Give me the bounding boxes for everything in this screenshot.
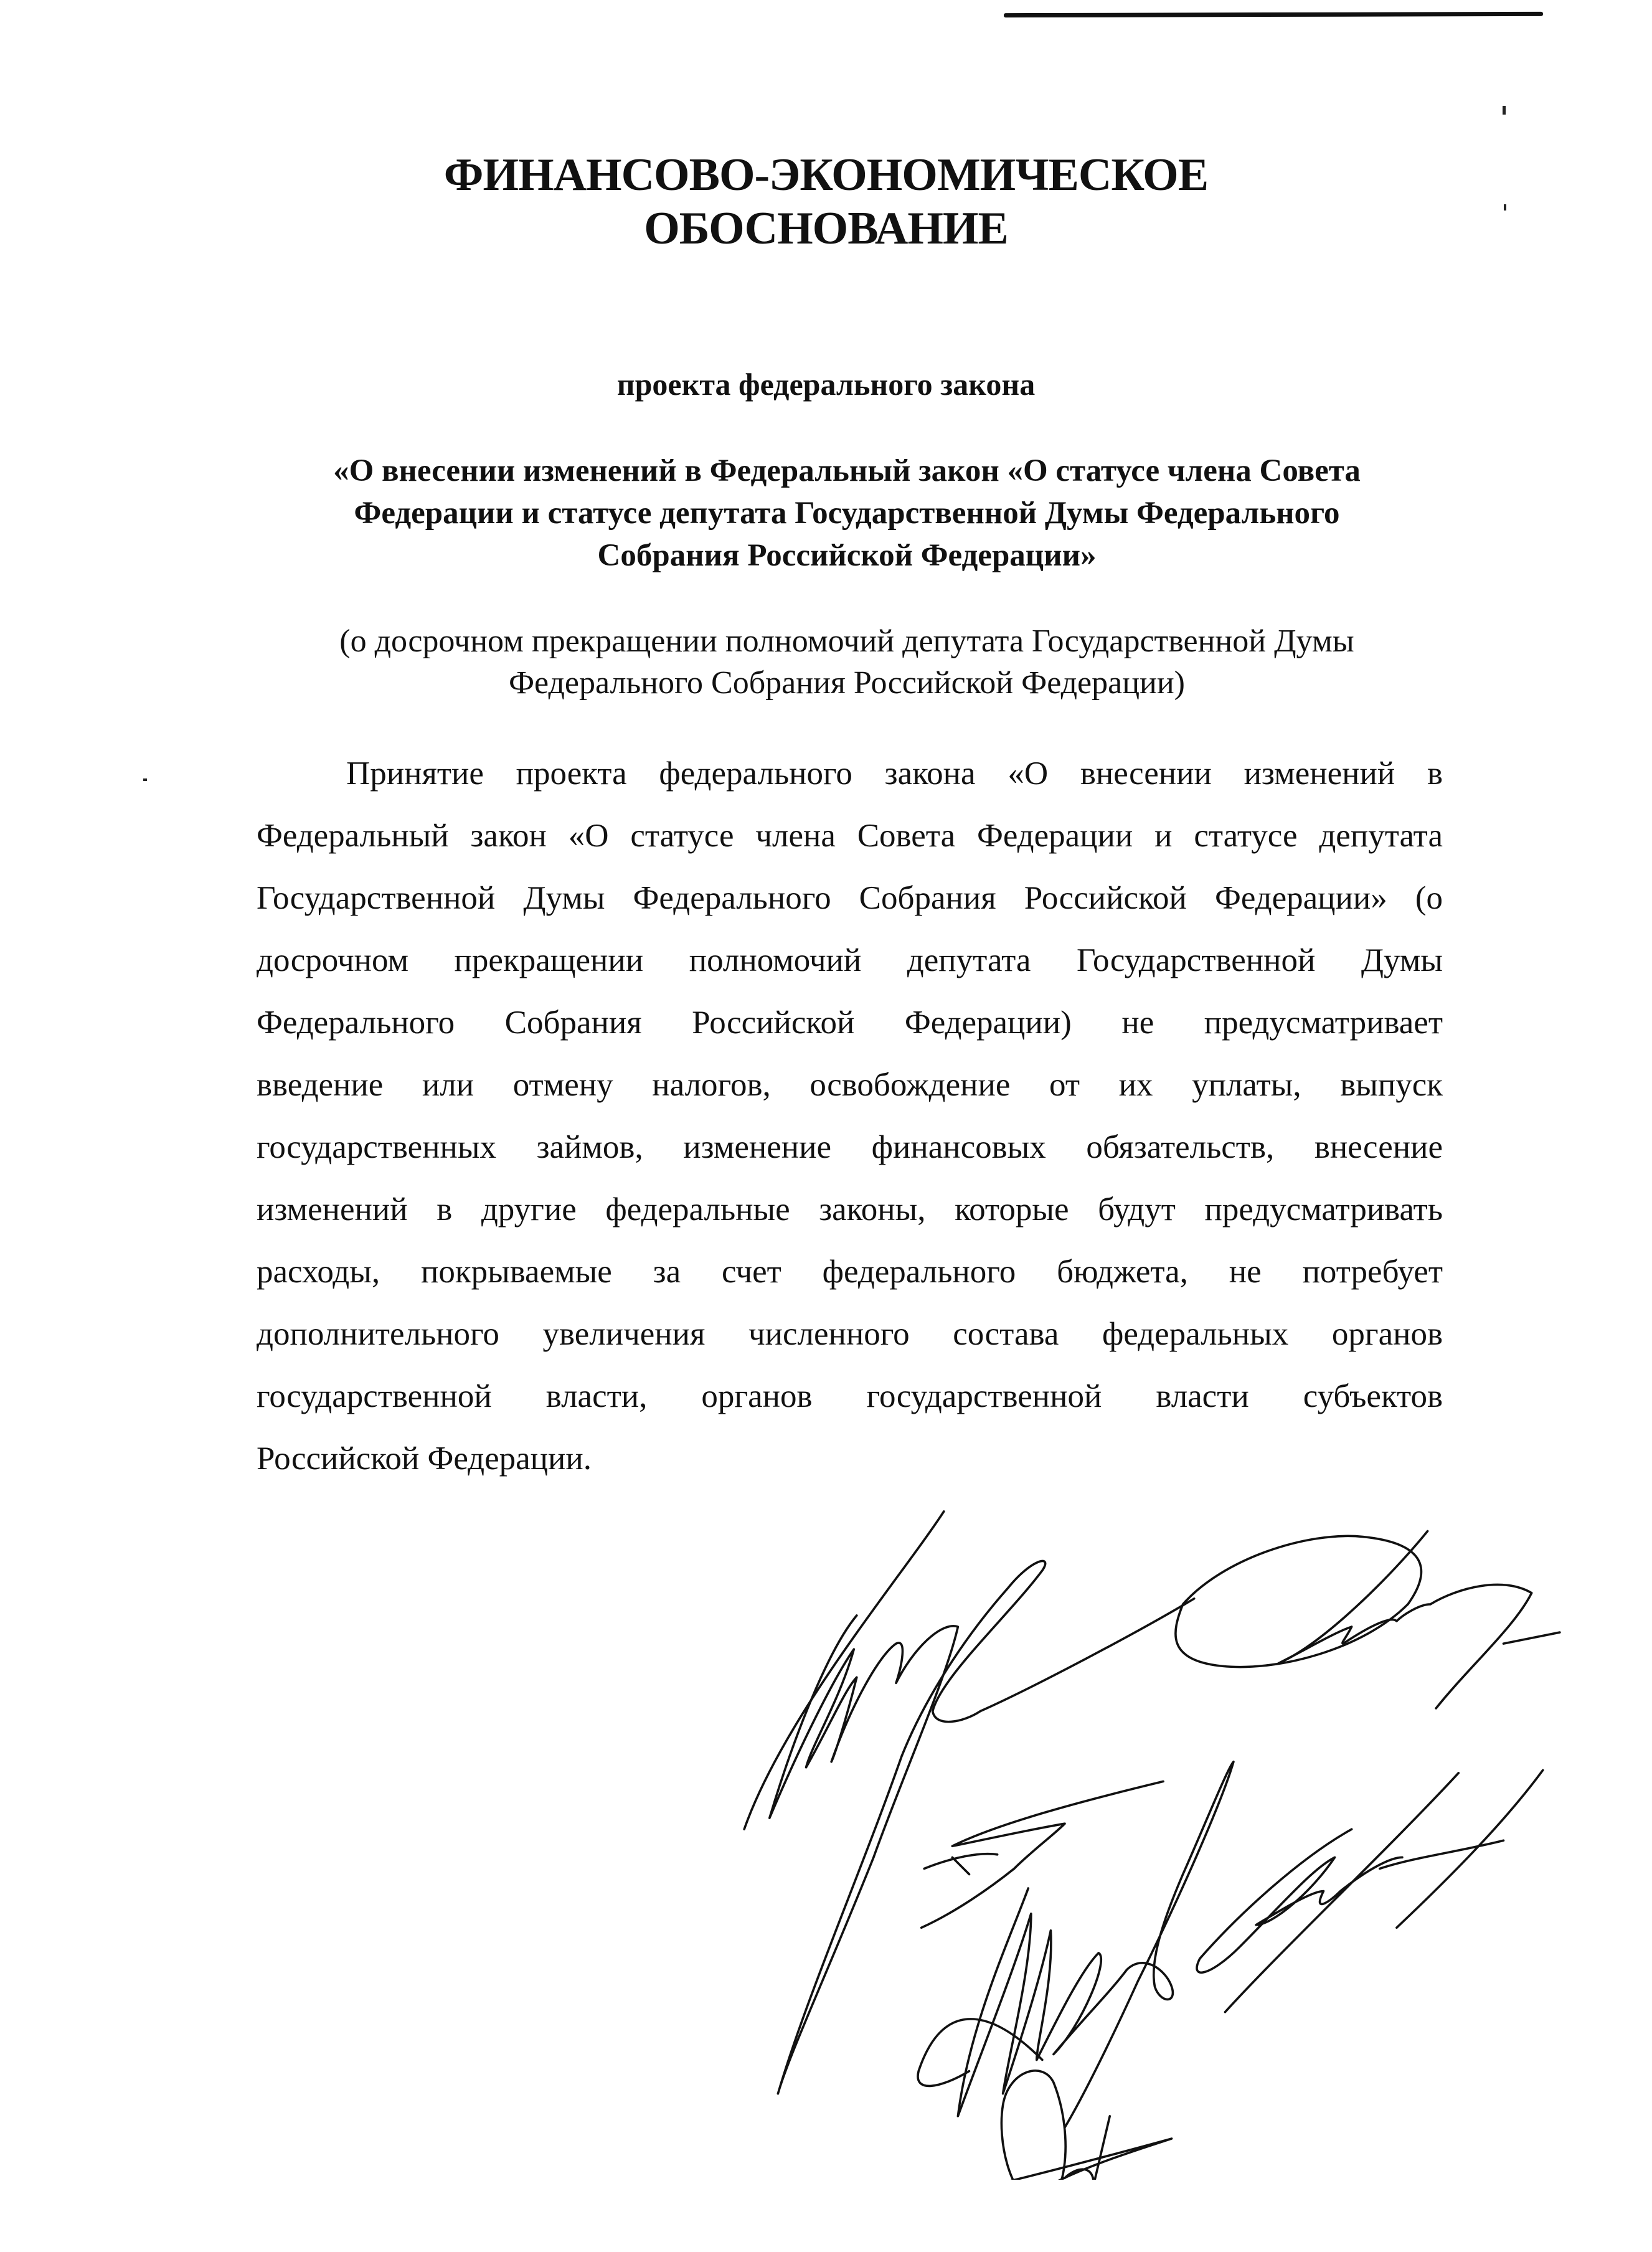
body-line: изменений в другие федеральные законы, которые будут предусматривать [257, 1191, 1443, 1228]
scan-speck [143, 778, 147, 781]
law-title-line: «О внесении изменений в Федеральный закон «О статусе члена Совета [333, 453, 1361, 488]
scan-top-rule [1004, 12, 1543, 17]
body-line: Государственной Думы Федерального Собрания Российской Федерации» (о [257, 880, 1443, 916]
body-line: государственных займов, изменение финансовых обязательств, внесение [257, 1129, 1443, 1165]
body-paragraph [257, 742, 1443, 1490]
law-title [237, 450, 1457, 577]
body-line: Федерального Собрания Российской Федерации) не предусматривает [257, 1005, 1443, 1041]
body-line: расходы, покрываемые за счет федерального бюджета, не потребует [257, 1254, 1443, 1290]
body-line: дополнительного увеличения численного состава федеральных органов [257, 1316, 1443, 1352]
body-line: Российской Федерации. [257, 1441, 592, 1477]
law-title-line: Федерации и статусе депутата Государственной Думы Федерального [354, 496, 1340, 531]
signature-3 [1197, 1770, 1543, 2012]
parenthetical-line: (о досрочном прекращении полномочий депутата Государственной Думы [339, 623, 1354, 659]
title-line: ОБОСНОВАНИЕ [644, 203, 1008, 254]
body-line: введение или отмену налогов, освобождение от их уплаты, выпуск [257, 1067, 1443, 1103]
parenthetical-line: Федерального Собрания Российской Федерации) [508, 665, 1186, 701]
document-title [0, 148, 1652, 255]
body-line: государственной власти, органов государственной власти субъектов [257, 1378, 1443, 1414]
signature-1 [744, 1512, 1560, 2094]
signatures [716, 1464, 1588, 2180]
title-line: ФИНАНСОВО-ЭКОНОМИЧЕСКОЕ [443, 149, 1209, 201]
body-line: Принятие проекта федерального закона «О внесении изменений в [346, 755, 1443, 792]
scan-speck [1503, 106, 1506, 115]
body-line: досрочном прекращении полномочий депутата Государственной Думы [257, 942, 1443, 978]
law-title-line: Собрания Российской Федерации» [597, 538, 1097, 573]
parenthetical-note [237, 620, 1457, 704]
document-subtitle: проекта федерального закона [616, 367, 1036, 402]
signature-2 [918, 1762, 1234, 2180]
body-line: Федеральный закон «О статусе члена Совета Федерации и статусе депутата [257, 818, 1443, 854]
